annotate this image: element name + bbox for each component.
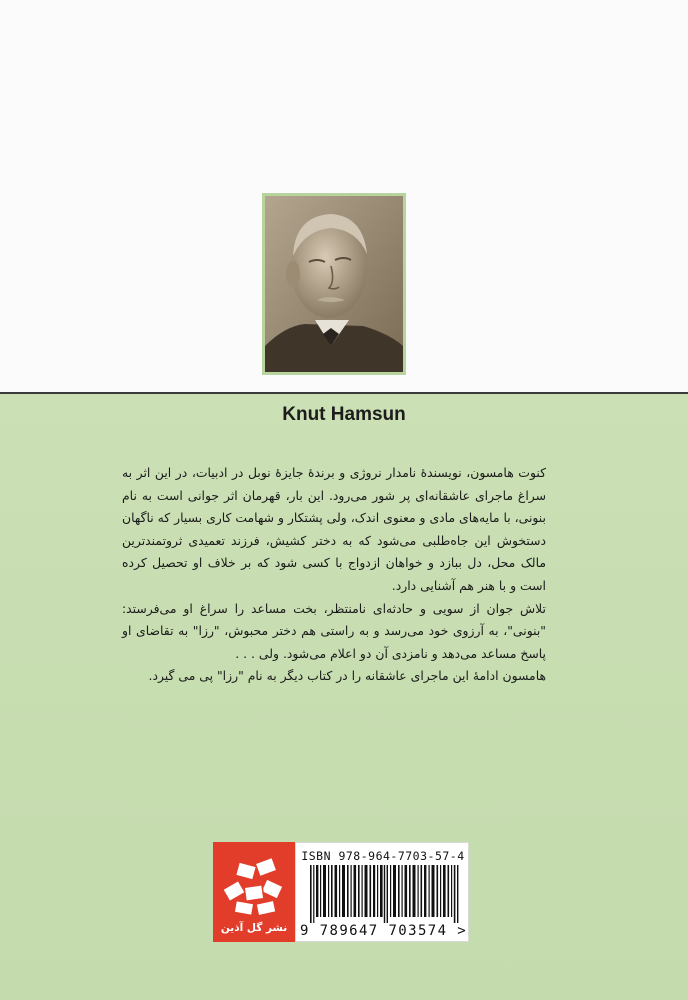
author-portrait	[262, 193, 406, 375]
isbn-text: ISBN 978-964-7703-57-4	[301, 849, 465, 863]
publisher-logo	[213, 842, 295, 942]
blurb-paragraph: تلاش جوان از سویی و حادثه‌ای نامنتظر، بخت مساعد را سراغ او می‌فرستد: "بنونی"، به آرزوی خود می‌رسد و به راستی هم دختر محبوش، "رزا" به تقاضای او پاسخ مساعد می‌دهد و نامزدی آن دو اعلام می‌شود. ولی . . .	[122, 600, 546, 661]
author-name: Knut Hamsun	[282, 404, 406, 425]
publisher-name: نشر گل آذین	[220, 922, 288, 934]
portrait-photo-icon	[265, 196, 403, 372]
back-cover-blurb	[122, 462, 546, 688]
stacked-books-icon	[213, 844, 295, 926]
blurb-paragraph: هامسون ادامهٔ این ماجرای عاشقانه را در کتاب دیگر به نام "رزا" پی می گیرد.	[148, 668, 546, 684]
barcode-digits: 9 789647 703574 >	[300, 923, 468, 939]
barcode-label	[295, 842, 469, 942]
barcode-icon	[310, 865, 460, 923]
blurb-paragraph: کنوت هامسون، نویسندهٔ نامدار نروژی و برندهٔ جایزهٔ نوبل در ادبیات، در این اثر به سراغ ماجرای عاشقانه‌ای پر شور می‌رود. این بار، قهرمان اثر جوانی است به نام بنونی، با مایه‌های مادی و معنوی اندک، ولی پشتکار و شهامت کاری بسیار که ناگهان دستخوش این جاه‌طلبی می‌شود که به دختر کشیش، فرزند تعمیدی ثروتمندترین مالک محل، دل ببازد و خواهان ازدواج با کسی شود که بر خلاف او تحصیل کرده است و با هنر هم آشنایی دارد.	[122, 465, 546, 593]
